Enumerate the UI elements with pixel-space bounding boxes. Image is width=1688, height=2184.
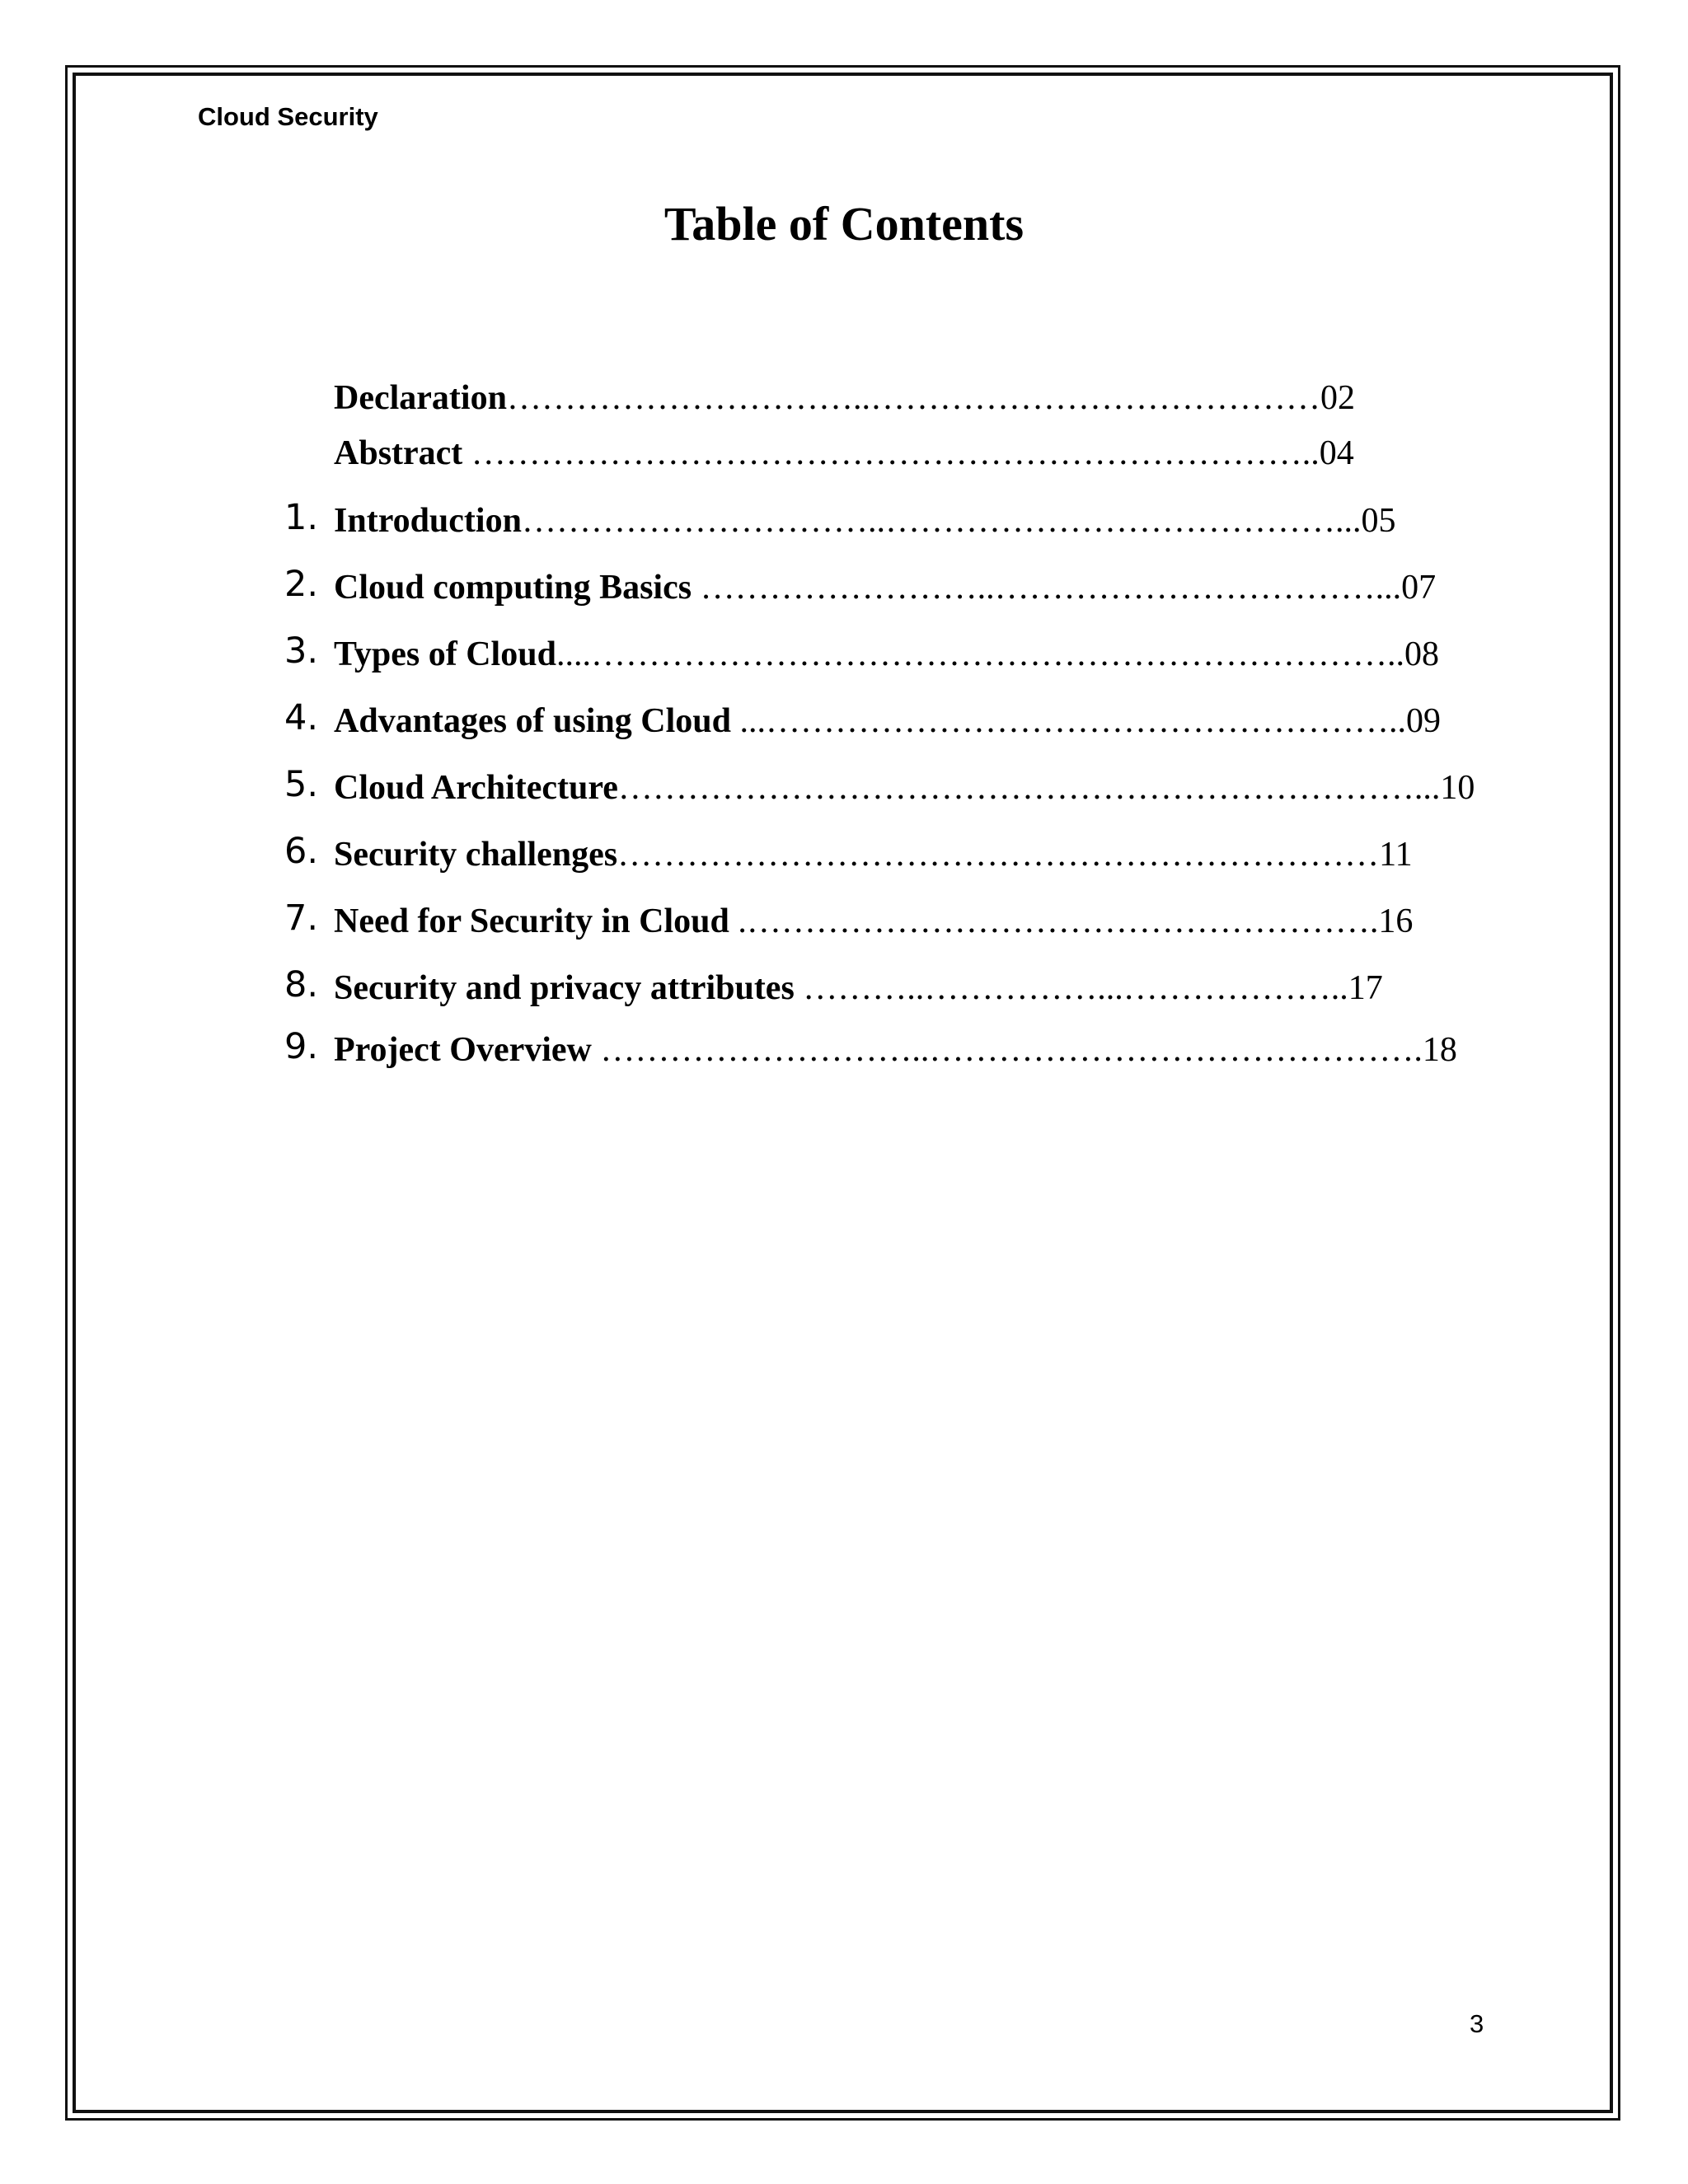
- toc-entry-page: 04: [1319, 434, 1354, 472]
- toc-entry-leader: .……………………………………………….: [729, 902, 1379, 940]
- toc-entry-page: 18: [1422, 1031, 1457, 1069]
- toc-entry-project-overview[interactable]: [334, 1033, 1457, 1067]
- toc-entry-label: Types of Cloud: [334, 635, 556, 673]
- toc-entry-number: 2.: [284, 564, 319, 605]
- toc-entry-page: 07: [1401, 569, 1437, 607]
- toc-entry-label: Security and privacy attributes: [334, 969, 795, 1007]
- toc-entry-advantages-of-using-cloud[interactable]: [334, 704, 1441, 738]
- toc-entry-cloud-architecture[interactable]: [334, 771, 1475, 805]
- toc-entry-label: Need for Security in Cloud: [334, 902, 729, 940]
- toc-entry-page: 05: [1361, 502, 1396, 540]
- toc-entry-abstract[interactable]: [334, 436, 1354, 471]
- toc-entry-page: 10: [1440, 769, 1475, 807]
- toc-entry-label: Advantages of using Cloud: [334, 702, 731, 740]
- toc-entry-page: 17: [1348, 969, 1383, 1007]
- toc-entry-security-challenges[interactable]: [334, 837, 1413, 872]
- toc-entry-leader: ……………………………………………………………...: [617, 769, 1441, 807]
- toc-entry-page: 08: [1404, 635, 1439, 673]
- toc-entry-leader: ………..……………...………………..: [794, 969, 1348, 1007]
- toc-entry-label: Cloud computing Basics: [334, 569, 692, 607]
- toc-entry-label: Cloud Architecture: [334, 769, 618, 807]
- toc-entry-number: 6.: [284, 831, 319, 872]
- toc-entry-label: Abstract: [334, 434, 463, 472]
- toc-entry-leader: …………………………..…………………………………: [506, 379, 1320, 417]
- toc-entry-leader: …………………………..…………………………………...: [521, 502, 1362, 540]
- toc-entry-types-of-cloud[interactable]: [334, 637, 1439, 672]
- toc-entry-label: Introduction: [334, 502, 522, 540]
- toc-entry-leader: …………………………………………………………: [617, 836, 1380, 874]
- toc-entry-page: 11: [1379, 836, 1413, 874]
- toc-entry-leader: ………………………..…………………………………….: [591, 1031, 1423, 1069]
- toc-entry-number: 3.: [284, 630, 319, 672]
- toc-entry-label: Project Overview: [334, 1031, 592, 1069]
- toc-entry-number: 1.: [284, 497, 319, 538]
- toc-entry-label: Declaration: [334, 379, 507, 417]
- toc-entry-leader: ....……………………………………………………………..: [556, 635, 1404, 673]
- toc-entry-number: 7.: [284, 898, 319, 939]
- toc-entry-leader: ………………………………………………………………..: [462, 434, 1320, 472]
- toc-entry-number: 8.: [284, 964, 319, 1005]
- toc-entry-label: Security challenges: [334, 836, 618, 874]
- toc-entry-number: 9.: [284, 1026, 319, 1067]
- toc-entry-leader: ……………………..……………………………...: [692, 569, 1402, 607]
- toc-entry-page: 16: [1378, 902, 1414, 940]
- toc-entry-number: 5.: [284, 764, 319, 805]
- page-number: 3: [1470, 2009, 1484, 2038]
- toc-entry-security-and-privacy-attributes[interactable]: [334, 971, 1383, 1005]
- toc-entry-declaration[interactable]: [334, 381, 1355, 415]
- toc-entry-number: 4.: [284, 697, 319, 738]
- toc-title: Table of Contents: [663, 197, 1025, 251]
- running-header: Cloud Security: [198, 102, 378, 131]
- toc-entry-leader: ...………………………………………………..: [730, 702, 1406, 740]
- toc-entry-page: 09: [1405, 702, 1441, 740]
- toc-entry-need-for-security-in-cloud[interactable]: [334, 904, 1413, 939]
- toc-entry-cloud-computing-basics[interactable]: [334, 570, 1436, 605]
- toc-entry-page: 02: [1320, 379, 1355, 417]
- toc-entry-introduction[interactable]: [334, 504, 1395, 538]
